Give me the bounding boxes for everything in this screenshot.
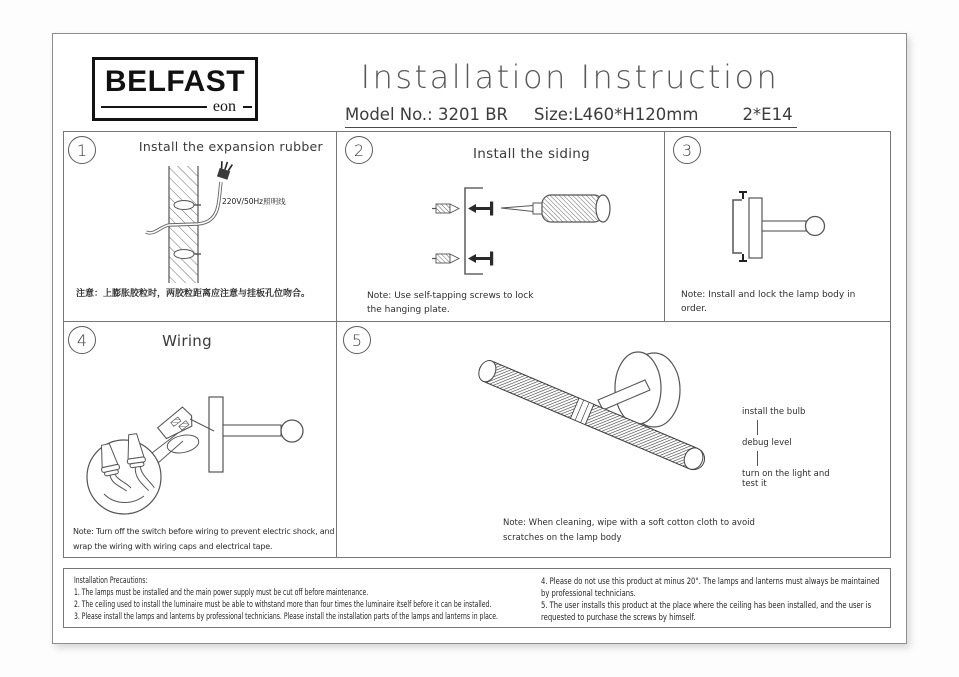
size-spec: Size:L460*H120mm	[534, 105, 699, 124]
precaution-item: 4. Please do not use this product at minus 20°. The lamps and lanterns must always be maintained by professional technicians.	[541, 577, 880, 599]
precautions-right-column	[541, 569, 890, 627]
step-number-badge: 4	[68, 326, 96, 354]
step-panel-5	[337, 322, 890, 557]
bulb-spec: 2*E14	[742, 105, 793, 124]
logo-underline	[101, 106, 207, 108]
precaution-item: 1. The lamps must be installed and the main power supply must be cut off before maintenance.	[74, 588, 369, 598]
step-note: Note: Install and lock the lamp body in order.	[681, 290, 856, 314]
step-panel-3	[665, 132, 890, 322]
steps-grid	[63, 131, 891, 558]
logo-underline-end	[243, 106, 252, 108]
step-title: Install the expansion rubber	[138, 139, 323, 154]
step-panel-1	[64, 132, 337, 322]
plug-icon	[217, 160, 233, 180]
step-panel-2	[337, 132, 665, 322]
model-number: Model No.: 3201 BR	[345, 105, 509, 124]
turn-on-light-label: turn on the light and test it	[742, 469, 830, 489]
wiring-diagram	[64, 322, 337, 556]
step-note: Note: Turn off the switch before wiring to prevent electric shock, and wrap the wiring with wiring caps and electrical tape.	[73, 527, 335, 551]
step-note: Note: Use self-tapping screws to lock the hanging plate.	[367, 291, 534, 315]
precaution-item: 3. Please install the lamps and lanterns by professional technicians. Please install the installation parts of the lamps and lanterns in place.	[74, 612, 498, 622]
precautions-box	[63, 568, 891, 628]
step-number-badge: 5	[343, 326, 371, 354]
step-number-badge: 2	[345, 136, 373, 164]
debug-level-label: debug level	[742, 438, 792, 448]
precautions-left-column	[64, 569, 541, 627]
precaution-item: 5. The user installs this product at the place where the ceiling has been installed, and the user is requested to purchase the screws by himself.	[541, 601, 872, 623]
precautions-heading: Installation Precautions:	[74, 576, 148, 586]
brand-logo	[92, 57, 258, 121]
wire-voltage-label: 220V/50Hz照明线	[222, 197, 286, 206]
connector-line	[757, 451, 758, 466]
precaution-item: 2. The ceiling used to install the luminaire must be able to withstand more than four times the luminaire itself before it can be installed.	[74, 600, 492, 610]
step-note: 注意：上膨胀胶粒时，两胶粒距离应注意与挂板孔位吻合。	[76, 289, 311, 299]
step-note: Note: When cleaning, wipe with a soft cotton cloth to avoid scratches on the lamp body	[503, 518, 755, 543]
step-title: Wiring	[162, 332, 212, 350]
brand-sub-row	[95, 97, 255, 118]
install-bulb-label: install the bulb	[742, 407, 806, 417]
connector-line	[757, 420, 758, 435]
model-info	[345, 105, 797, 128]
brand-subname: eon	[212, 98, 236, 115]
final-steps-labels	[742, 407, 834, 489]
page-title: Installation Instruction	[360, 58, 780, 96]
anchor-screw-icon	[432, 204, 459, 263]
tapping-screw-icon	[468, 202, 493, 266]
step-title: Install the siding	[472, 146, 590, 162]
step-number-badge: 3	[673, 136, 701, 164]
screw-mark-icon	[739, 192, 747, 261]
step-panel-4	[64, 322, 337, 557]
brand-name: BELFAST	[104, 65, 246, 98]
step-number-badge: 1	[68, 136, 96, 164]
screwdriver-icon	[501, 195, 610, 222]
